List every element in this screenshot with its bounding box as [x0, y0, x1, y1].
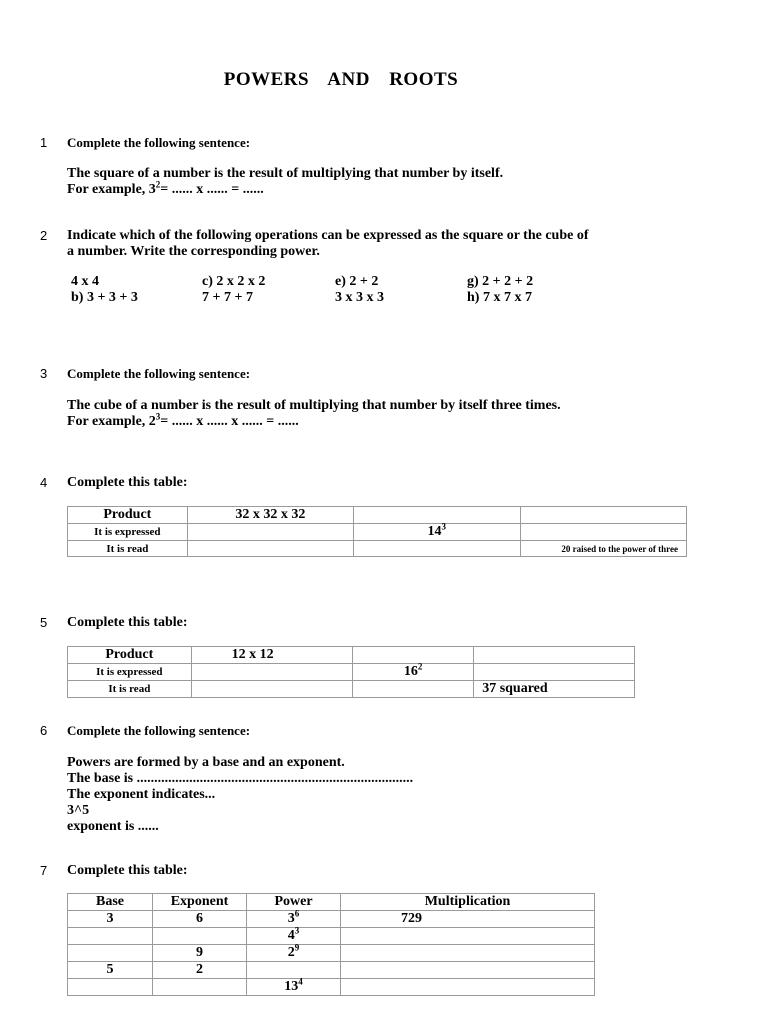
q7-cell-power: $2^9$	[247, 945, 341, 962]
q4-empty-cell[interactable]	[354, 507, 520, 524]
q5-empty-cell[interactable]	[474, 647, 635, 664]
q4-empty-cell[interactable]	[187, 541, 353, 557]
q1-instruction: Complete the following sentence:	[67, 135, 251, 150]
q2-line1: Indicate which of the following operations can be expressed as the square or the cube of	[67, 228, 589, 243]
question-number-3: 3	[40, 366, 48, 381]
q4-label-read: It is read	[68, 541, 188, 557]
q7-header-exponent: Exponent	[153, 894, 247, 911]
q2-ops-col-3: e) 2 + 2 3 x 3 x 3	[335, 274, 384, 305]
q5-expressed-cell: $16^2$	[353, 664, 474, 681]
q4-table	[67, 506, 687, 557]
q7-empty-cell[interactable]	[341, 962, 595, 979]
q7-instruction: Complete this table:	[67, 863, 188, 878]
q5-empty-cell[interactable]	[353, 681, 474, 698]
q1-line2: For example, $3^2=$ ...... x ...... = ......	[67, 179, 264, 197]
q2-ops-col-1: 4 x 4 b) 3 + 3 + 3	[71, 274, 138, 305]
q6-line: Powers are formed by a base and an exponent.	[67, 755, 345, 770]
q7-empty-cell[interactable]	[341, 945, 595, 962]
q7-header-multiplication: Multiplication	[341, 894, 595, 911]
page-title: POWERS AND ROOTS	[223, 69, 459, 90]
q7-cell-exponent: 9	[153, 945, 247, 962]
question-number-7: 7	[40, 863, 48, 878]
q7-cell-base: 3	[68, 911, 153, 928]
q4-expressed-cell: $14^3$	[354, 524, 520, 541]
question-number-5: 5	[40, 615, 48, 630]
q6-line: 3^5	[67, 803, 90, 818]
q4-instruction: Complete this table:	[67, 475, 188, 490]
q4-empty-cell[interactable]	[520, 507, 687, 524]
q5-empty-cell[interactable]	[474, 664, 635, 681]
q7-table	[67, 893, 595, 996]
q6-body	[67, 755, 413, 835]
question-number-1: 1	[40, 135, 48, 150]
q6-line: exponent is ......	[67, 819, 159, 834]
q5-label-read: It is read	[68, 681, 192, 698]
q7-cell-power: $13^4$	[247, 979, 341, 996]
question-number-2: 2	[40, 228, 48, 243]
q2-ops-col-2: c) 2 x 2 x 2 7 + 7 + 7	[202, 274, 266, 305]
q5-empty-cell[interactable]	[353, 647, 474, 664]
q7-cell-exponent: 6	[153, 911, 247, 928]
q7-cell-base: 5	[68, 962, 153, 979]
q7-empty-cell[interactable]	[153, 928, 247, 945]
q7-cell-power: $3^6$	[247, 911, 341, 928]
q4-empty-cell[interactable]	[520, 524, 687, 541]
q4-label-expressed: It is expressed	[68, 524, 188, 541]
q7-empty-cell[interactable]	[68, 945, 153, 962]
q4-read-cell: 20 raised to the power of three	[520, 541, 687, 557]
q5-empty-cell[interactable]	[191, 681, 353, 698]
q2-ops-col-4: g) 2 + 2 + 2 h) 7 x 7 x 7	[467, 274, 534, 305]
q7-cell-multiplication: 729	[341, 911, 595, 928]
q3-line1: The cube of a number is the result of multiplying that number by itself three times.	[67, 398, 561, 413]
q6-line: The exponent indicates...	[67, 787, 216, 802]
q7-empty-cell[interactable]	[341, 928, 595, 945]
q5-label-product: Product	[68, 647, 192, 664]
q6-line: The base is ...............................................................................	[67, 771, 414, 786]
question-number-4: 4	[40, 475, 48, 490]
q3-instruction: Complete the following sentence:	[67, 366, 251, 381]
q5-read-cell: 37 squared	[474, 681, 635, 698]
q1-line1: The square of a number is the result of multiplying that number by itself.	[67, 166, 504, 181]
q4-product-cell: 32 x 32 x 32	[187, 507, 353, 524]
q7-empty-cell[interactable]	[247, 962, 341, 979]
q7-header-power: Power	[247, 894, 341, 911]
q4-label-product: Product	[68, 507, 188, 524]
q7-empty-cell[interactable]	[341, 979, 595, 996]
q7-empty-cell[interactable]	[153, 979, 247, 996]
q4-empty-cell[interactable]	[187, 524, 353, 541]
q5-empty-cell[interactable]	[191, 664, 353, 681]
q7-empty-cell[interactable]	[68, 979, 153, 996]
q5-instruction: Complete this table:	[67, 615, 188, 630]
q5-product-cell: 12 x 12	[191, 647, 353, 664]
q6-instruction: Complete the following sentence:	[67, 723, 251, 738]
q7-header-base: Base	[68, 894, 153, 911]
q4-empty-cell[interactable]	[354, 541, 520, 557]
q7-cell-power: $4^3$	[247, 928, 341, 945]
q3-line2: For example, $2^3=$ ...... x ...... x ...... = ......	[67, 411, 299, 429]
q2-line2: a number. Write the corresponding power.	[67, 244, 320, 259]
question-number-6: 6	[40, 723, 48, 738]
q7-cell-exponent: 2	[153, 962, 247, 979]
q5-table	[67, 646, 635, 698]
q5-label-expressed: It is expressed	[68, 664, 192, 681]
q7-empty-cell[interactable]	[68, 928, 153, 945]
